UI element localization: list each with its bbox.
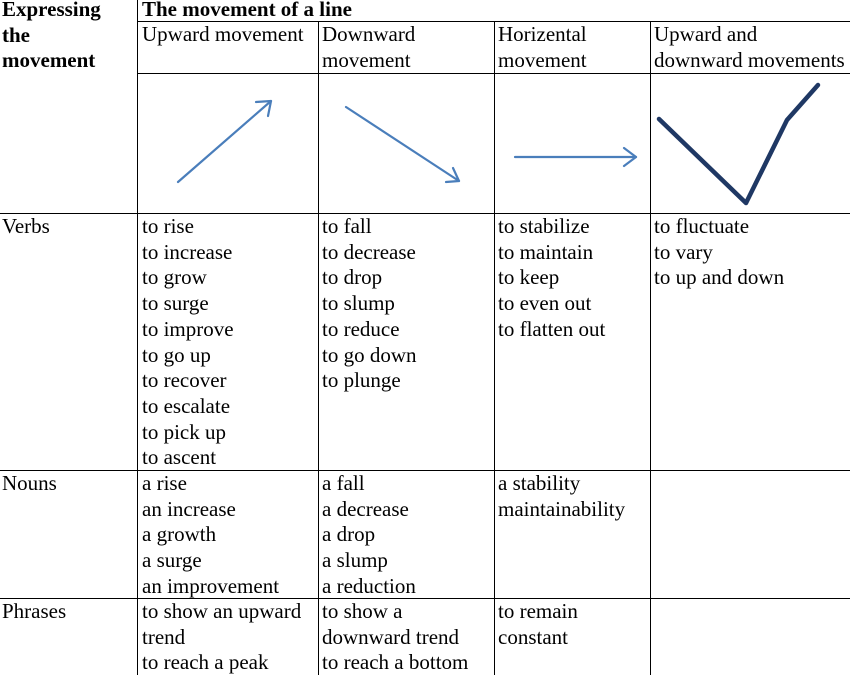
- list-item: an improvement: [142, 573, 280, 598]
- verbs-downward-list: [322, 214, 417, 394]
- span-header: The movement of a line: [142, 0, 352, 21]
- row-label-phrases: Phrases: [2, 599, 67, 623]
- list-item: maintainability: [498, 496, 626, 521]
- list-item: to grow: [142, 265, 207, 290]
- list-item: to stabilize: [498, 214, 590, 238]
- column-header-line: Horizental: [498, 22, 587, 46]
- list-item: to show an upward: [142, 599, 302, 623]
- list-item: a surge: [142, 548, 202, 573]
- nouns-upward-list: [142, 471, 279, 600]
- list-item: a stability: [498, 471, 581, 495]
- list-item: to surge: [142, 291, 209, 316]
- verbs-fluctuating-list: [654, 214, 784, 291]
- list-item: to drop: [322, 265, 383, 290]
- list-item: a slump: [322, 548, 388, 573]
- list-item: to increase: [142, 239, 233, 264]
- list-item: to rise: [142, 214, 194, 238]
- list-item: to plunge: [322, 368, 401, 393]
- list-item: to fluctuate: [654, 214, 750, 238]
- fluctuation-line-icon: [659, 85, 818, 203]
- list-item: constant: [498, 624, 568, 649]
- list-item: a reduction: [322, 573, 416, 598]
- list-item: to recover: [142, 368, 227, 393]
- nouns-horizontal-list: [498, 471, 625, 522]
- list-item: downward trend: [322, 624, 460, 649]
- column-header-line: Upward movement: [142, 22, 304, 46]
- column-header-line: movement: [322, 47, 411, 72]
- nouns-downward-list: [322, 471, 416, 600]
- verbs-horizontal-list: [498, 214, 605, 343]
- phrases-upward-list: [142, 599, 301, 676]
- list-item: to reduce: [322, 316, 400, 341]
- column-header-line: Downward: [322, 22, 416, 46]
- list-item: to go up: [142, 342, 211, 367]
- list-item: to maintain: [498, 239, 594, 264]
- list-item: an increase: [142, 496, 236, 521]
- corner-header-line: Expressing: [2, 0, 101, 21]
- corner-header-line: movement: [2, 48, 96, 73]
- verbs-upward-list: [142, 214, 234, 471]
- upward-arrow-icon: [178, 101, 271, 182]
- list-item: to vary: [654, 239, 713, 264]
- list-item: a drop: [322, 522, 376, 547]
- list-item: to fall: [322, 214, 372, 238]
- list-item: to reach a bottom: [322, 650, 469, 675]
- list-item: to show a: [322, 599, 403, 623]
- list-item: to even out: [498, 291, 592, 316]
- list-item: to up and down: [654, 265, 785, 290]
- column-header-line: Upward and: [654, 22, 758, 46]
- phrases-horizontal-list: [498, 599, 578, 650]
- phrases-downward-list: [322, 599, 468, 676]
- list-item: to go down: [322, 342, 417, 367]
- list-item: a fall: [322, 471, 365, 495]
- list-item: to escalate: [142, 393, 231, 418]
- list-item: to decrease: [322, 239, 416, 264]
- column-header-line: downward movements: [654, 47, 845, 72]
- list-item: to pick up: [142, 419, 226, 444]
- row-label-verbs: Verbs: [2, 214, 50, 238]
- list-item: trend: [142, 624, 186, 649]
- list-item: a decrease: [322, 496, 409, 521]
- list-item: to reach a peak: [142, 650, 269, 675]
- horizontal-arrow-icon: [515, 148, 636, 166]
- list-item: to slump: [322, 291, 395, 316]
- list-item: to flatten out: [498, 316, 606, 341]
- list-item: to remain: [498, 599, 578, 623]
- corner-header-line: the: [2, 22, 30, 47]
- list-item: to keep: [498, 265, 560, 290]
- list-item: to improve: [142, 316, 234, 341]
- column-header-line: movement: [498, 47, 587, 72]
- list-item: a rise: [142, 471, 187, 495]
- list-item: to ascent: [142, 445, 217, 470]
- row-label-nouns: Nouns: [2, 471, 57, 495]
- list-item: a growth: [142, 522, 217, 547]
- downward-arrow-icon: [346, 107, 459, 182]
